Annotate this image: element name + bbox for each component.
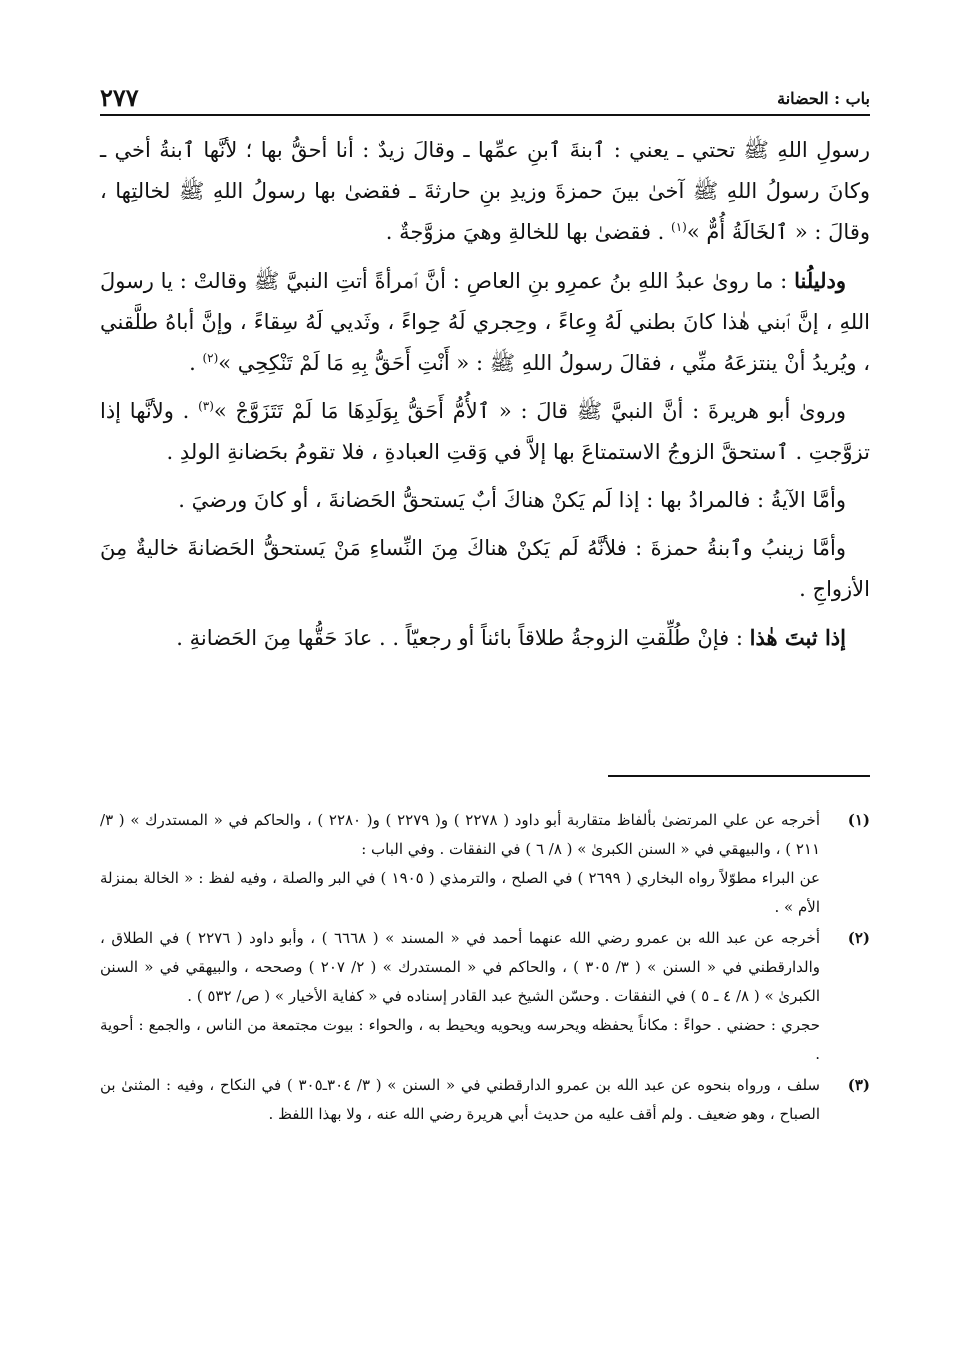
footnote-line: عن البراء مطوّلاً رواه البخاري ( ٢٦٩٩ ) في الصلح ، والترمذي ( ١٩٠٥ ) في البر والصلة ، وفيه لفظ : « الخالة بمنزلة الأم » .	[100, 869, 821, 916]
paragraph	[100, 528, 870, 610]
footnote-number: (١)	[847, 811, 870, 829]
footnote-ref: (٢)	[202, 351, 219, 365]
paragraph-tail: . فقضىٰ بها للخالةِ وهيَ مزوَّجةٌ .	[385, 220, 672, 244]
paragraph	[100, 617, 870, 659]
footnote-line: أخرجه عن علي المرتضىٰ بألفاظ متقاربة أبو داود ( ٢٢٧٨ ) و( ٢٢٧٩ ) و( ٢٢٨٠ ) ، والحاكم في « المستدرك » ( ٣/ ٢١١ ) ، والبيهقي في « السنن الكبرىٰ » ( ٨/ ٦ ) في النفقات . وفي الباب :	[100, 811, 820, 858]
footnote	[100, 806, 870, 922]
paragraph	[100, 260, 870, 384]
footnote-separator	[608, 775, 870, 777]
footnote-number: (٣)	[847, 1076, 870, 1094]
paragraph-tail: . ولأنَّها إذا تزوَّجتِ . ٱستحقَّ الزوجُ الاستمتاعَ بها إلاَّ في وَقتِ العبادةِ ، فلا تقومُ بحَضانةِ الولدِ .	[100, 399, 870, 464]
footnote-ref: (١)	[671, 220, 687, 234]
paragraph-lead: إذا ثبتَ هٰذا	[749, 625, 846, 650]
paragraph	[100, 391, 870, 473]
page-header	[100, 76, 870, 116]
paragraph-text: وأمَّا الآيةُ : فالمرادُ بها : إذا لَم يَكنْ هناكَ أبٌ يَستحقُّ الحَضانةَ ، أو كانَ ورضيَ .	[178, 488, 846, 512]
page-number: ٢٧٧	[100, 83, 139, 112]
paragraph	[100, 480, 870, 521]
footnote-ref: (٣)	[198, 399, 214, 413]
paragraph-text: وأمَّا زينبُ وٱبنةُ حمزةَ : فلأنَّهُ لَم يَكنْ هناكَ مِنَ النِّساءِ مَنْ يَستحقُّ الحَضانةَ خاليةٌ مِنَ الأزواجِ .	[100, 536, 870, 601]
chapter-title: باب : الحضانة	[777, 89, 870, 108]
footnote-line: حجري : حضني . حواءً : مكاناً يحفظه ويحرسه ويحويه ويحيط به ، والحواء : بيوت مجتمعة من الناس ، والجمع : أحوية .	[100, 1016, 820, 1063]
footnotes	[100, 806, 870, 1131]
footnote-line: سلف ، ورواه بنحوه عن عبد الله بن عمرو الدارقطني في « السنن » ( ٣/ ٣٠٤ـ٣٠٥ ) في النكاح ، وفيه : المثنىٰ بن الصباح ، وهو ضعيف . ولم أقف عليه من حديث أبي هريرة رضي الله عنه ، ولا بهذا اللفظ .	[100, 1076, 821, 1123]
paragraph-text: : ما روىٰ عبدُ اللهِ بنُ عمرِو بنِ العاصِ : أنَّ ٱمرأةً أتتِ النبيَّ ﷺ وقالتْ : يا رسولَ اللهِ ، إنَّ ٱبني هٰذا كانَ بطني لَهُ وِعاءً ، وحِجري لَهُ حِواءً ، وثَديي لَهُ سِقاءً ، وإنَّ أباهُ طلَّقني ، ويُريدُ أنْ ينتزعَهُ منِّي ، فقالَ رسولُ اللهِ ﷺ : « أَنْتِ أَحَقُّ بِهِ مَا لَمْ تَنْكِحِي »	[100, 269, 870, 375]
footnote-number: (٢)	[847, 929, 870, 947]
footnote	[100, 924, 870, 1069]
footnote	[100, 1071, 870, 1129]
paragraph-tail: .	[189, 351, 203, 375]
paragraph-lead: ودليلُنا	[794, 268, 846, 293]
paragraph-text: : فإنْ طُلِّقتِ الزوجةُ طلاقاً بائناً أو رجعيّاً . . عادَ حَقُّها مِنَ الحَضانةِ .	[176, 626, 750, 650]
paragraph	[100, 130, 870, 253]
paragraph-text: رسولِ اللهِ ﷺ تحتي ـ يعني : ٱبنةَ ٱبنِ عمِّها ـ وقالَ زيدٌ : أنا أحقُّ بها ؛ لأنَّها ٱبنةُ أخي ـ وكانَ رسولُ اللهِ ﷺ آخىٰ بينَ حمزةَ وزيدِ بنِ حارثةَ ـ فقضىٰ بها رسولُ اللهِ ﷺ لخالتِها ، وقالَ : « ٱلخَالَةُ أُمٌّ »	[100, 138, 870, 244]
main-text	[100, 130, 870, 666]
footnote-line: أخرجه عن عبد الله بن عمرو رضي الله عنهما أحمد في « المسند » ( ٦٦٦٨ ) ، وأبو داود ( ٢٢٧٦ ) في الطلاق ، والدارقطني في « السنن » ( ٣/ ٣٠٥ ) ، والحاكم في « المستدرك » ( ٢/ ٢٠٧ ) وصححه ، والبيهقي في « السنن الكبرىٰ » ( ٨/ ٤ ـ ٥ ) في النفقات . وحسّن الشيخ عبد القادر إسناده في « كفاية الأخيار » ( ص/ ٥٣٢ ) .	[100, 929, 821, 1005]
paragraph-text: وروىٰ أبو هريرةَ : أنَّ النبيَّ ﷺ قالَ : « ٱلأُمُّ أَحَقُّ بِوَلَدِهَا مَا لَمْ تَتَزَوَّجْ »	[213, 399, 846, 423]
